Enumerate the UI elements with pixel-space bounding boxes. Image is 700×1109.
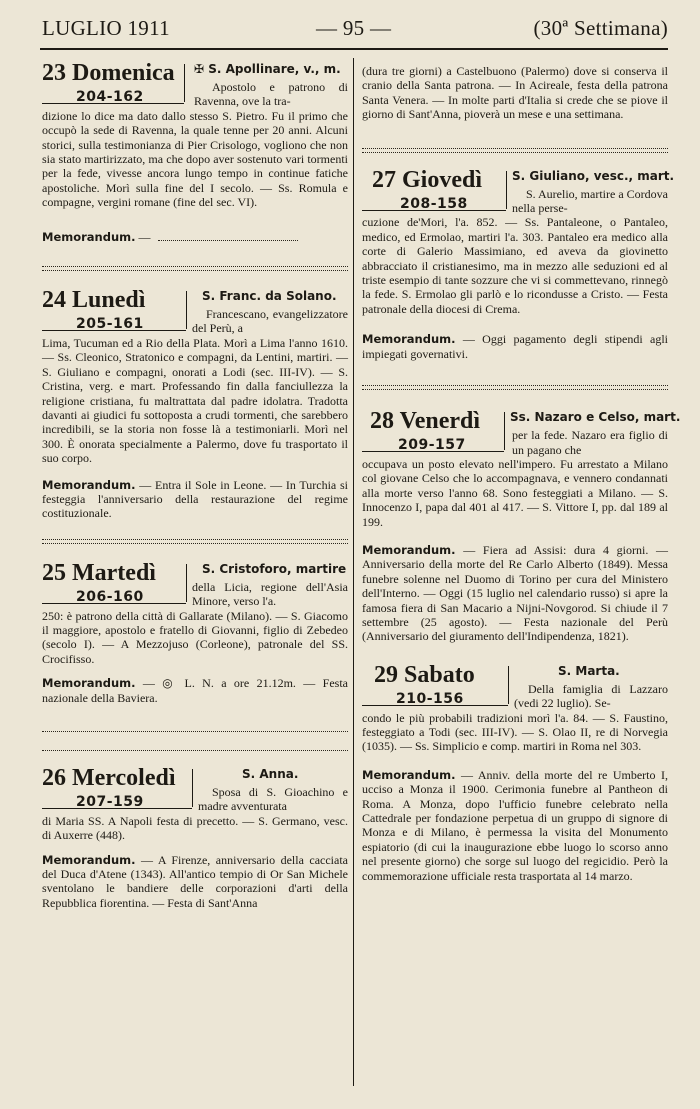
day-title: 29 Sabato: [374, 661, 475, 688]
page-header: [0, 14, 700, 48]
day-numbers: 209-157: [398, 437, 466, 454]
memorandum: [42, 230, 348, 244]
saint-text-short: Apostolo e patrono di Ravenna, ove la tra-: [194, 80, 348, 109]
memorandum-text: — Fiera ad Assisi: dura 4 giorni. — Anniversario della morte del Re Carlo Alberto (1849). Messa funebre solenne nel Duomo di Torino per cura del Ministero dell'Interno. — Oggi (15 luglio nel calendario russo) si apre la famosa fiera di San Macario a Nijni-Novgorod. Si chiude il 7 settembre (25 agosto). — Festa nazionale del Perù (Anniversario del giuramento dell'Indipendenza, 1821).: [362, 542, 669, 644]
saint-text: occupava un posto elevato nell'impero. Fu arrestato a Milano col giovane Celso che lo accompagnava, e vennero condannati alla morte verso l'anno 68. Sono festeggiati a Milano. — S. Innocenzo I, papa dal 401 al 417. — S. Vittore I, pp. dal 189 al 199.: [362, 456, 668, 529]
right-column: [362, 60, 681, 883]
day-entry-25: [42, 560, 348, 751]
saint-text-short: per la fede. Nazaro era figlio di un pagano che: [512, 428, 668, 457]
memorandum-label: Memorandum.: [42, 852, 136, 867]
day-entry-26: [42, 765, 348, 910]
day-title: 23 Domenica: [42, 60, 175, 86]
saint-text-short: della Licia, regione dell'Asia Minore, verso l'a.: [192, 579, 348, 609]
memorandum: [362, 543, 668, 644]
memorandum-continuation: (dura tre giorni) a Castelbuono (Palermo) dove si conserva il cranio della Santa patrona. — In Acireale, festa della patrona Santa Venera. — In molte parti d'Italia si crede che se piove il giorno di Sant'Anna, pioverà un mese e una settimana.: [362, 64, 668, 122]
memorandum-label: Memorandum.: [42, 229, 136, 244]
memorandum-text: — Entra il Sole in Leone. — In Turchia si festeggia l'anniversario della restaurazione del regime costituzionale.: [42, 477, 348, 521]
left-column: [42, 60, 348, 910]
saint-text: dizione lo dice ma dato dallo stesso S. Pietro. Fu il primo che occupò la sede di Ravenna, la quale tenne per 20 anni. Alcuni storici, sulla testimonianza di Pier Crisologo, vogliono che non sia stato martirizzato, ma che dopo aver sostenuto vari tormenti per la fede, vivesse ancora lungo tempo in continue fatiche apostoliche. Morì sulla fine del I secolo. — Ss. Romula e compagne, vergini romane (fine del sec. VI).: [42, 108, 348, 210]
entry-divider: [42, 731, 348, 732]
saint-name: Ss. Nazaro e Celso, mart.: [510, 410, 681, 425]
saint-text-short: Sposa di S. Gioachino e madre avventurata: [198, 785, 348, 814]
memorandum: [42, 853, 348, 911]
header-month: LUGLIO 1911: [42, 16, 170, 40]
day-numbers: 206-160: [76, 588, 144, 605]
memorandum-text: — ◎ L. N. a ore 21.12m. — Festa nazionale della Baviera.: [42, 676, 349, 705]
memorandum-label: Memorandum.: [42, 676, 136, 691]
header-rule: [40, 48, 668, 50]
day-title: 25 Martedì: [42, 559, 156, 586]
memorandum-text: — A Firenze, anniversario della cacciata del Duca d'Atene (1343). All'antico tempio di Or San Michele sventolano le bandiere delle corporazioni d'arti della Repubblica fiorentina. — Festa di Sant'Anna: [42, 852, 349, 910]
saint-text: Lima, Tucuman ed a Rio della Plata. Morì a Lima l'anno 1610. — Ss. Cleonico, Stratonico e compagni, da Lentini, martiri. — S. Giuliano e compagni, onorati a Lodi (sec. III-IV). — S. Cristina, verg. e mart. Professando fin dalla fanciullezza la religione cristiana, fu maltrattata dal padre idolatra. Tradotta davanti ai giudici fu sottoposta a crudi tormenti, che sarebbero incredibili, se la storia non fosse là a testimoniarli. Morì nel 300. È onorata specialmente a Palermo, dove fu trasportato il suo corpo.: [42, 335, 348, 466]
entry-divider: [362, 148, 668, 149]
memorandum: [42, 676, 348, 705]
day-title: 28 Venerdì: [370, 408, 481, 435]
memorandum-label: Memorandum.: [362, 332, 456, 347]
saint-text-short: Della famiglia di Lazzaro (vedi 22 luglio). Se-: [514, 681, 668, 711]
entry-divider: [42, 266, 348, 267]
saint-text: condo le più probabili tradizioni morì l'a. 84. — S. Faustino, festeggiato a Todi (sec. III-IV). — S. Olao II, re di Norvegia (1035). — Ss. Simplicio e comp. martiri in Roma nel 303.: [362, 710, 668, 754]
saint-name: S. Franc. da Solano.: [202, 289, 337, 304]
day-entry-24: [42, 287, 348, 544]
header-week: (30ª Settimana): [533, 16, 668, 40]
saint-name: S. Marta.: [558, 663, 620, 678]
column-separator: [353, 58, 354, 1086]
day-numbers: 207-159: [76, 794, 144, 810]
header-page-number: — 95 —: [316, 16, 392, 40]
day-numbers: 205-161: [76, 316, 144, 333]
day-entry-23: [42, 60, 348, 271]
day-numbers: 208-158: [400, 195, 468, 212]
saint-text-short: S. Aurelio, martire a Cordova nella perse-: [512, 186, 668, 216]
day-numbers: 204-162: [76, 89, 144, 105]
saint-name: ✠ S. Apollinare, v., m.: [194, 62, 341, 76]
memorandum: [362, 768, 668, 883]
saint-text: 250: è patrono della città di Gallarate (Milano). — S. Giacomo il maggiore, apostolo e fratello di Giovanni, figlio di Zebedeo (secolo I). — A Mezzojuso (Corleone), patronale del SS. Crocifisso.: [42, 608, 348, 666]
day-title: 26 Mercoledì: [42, 765, 176, 791]
saint-name: S. Cristoforo, martire: [202, 561, 347, 576]
entry-divider: [42, 539, 348, 540]
saint-text: cuzione de'Mori, l'a. 852. — Ss. Pantaleone, o Pantaleo, medico, ed Ermolao, martiri l'a. 303. Pantaleo era medico alla corte di Galerio Massimiano, ed aveva da giovinetto abbracciato il cristianesimo, ma in mezzo alle seduzioni ed al triste esempio di tante sozzure che vi si commettevano, rinnegò la fede. S. Ermolao gli parlò e lo ricondusse a Cristo. — Festa patronale della diocesi di Crema.: [362, 215, 668, 316]
memorandum-label: Memorandum.: [362, 542, 456, 557]
memorandum: [42, 478, 348, 521]
memorandum-text: —: [138, 229, 151, 244]
day-entry-29: [362, 662, 668, 883]
day-numbers: 210-156: [396, 690, 464, 707]
memorandum-label: Memorandum.: [362, 767, 456, 782]
saint-text: di Maria SS. A Napoli festa di precetto. — S. Germano, vesc. di Auxerre (448).: [42, 813, 348, 843]
day-entry-27: [362, 166, 675, 390]
memorandum-text: — Oggi pagamento degli stipendi agli impiegati governativi.: [362, 332, 668, 361]
day-title: 24 Lunedì: [42, 287, 146, 314]
memorandum: [362, 332, 668, 361]
saint-text-short: Francescano, evangelizzatore del Perù, a: [192, 307, 348, 336]
memorandum-label: Memorandum.: [42, 477, 136, 492]
memorandum-text: — Anniv. della morte del re Umberto I, ucciso a Monza il 1900. Cerimonia funebre al Pantheon di Roma. A Monza, dopo l'ufficio funebre celebrato nella Cattedrale per fondazione perpetua di un gruppo di signore di Monza e di Milano, è permessa la visita del Monumento espiatorio (di cui la inaugurazione ebbe luogo lo scorso anno nel presente giorno) che sorge sul luogo del regicidio. Però la commemorazione ufficiale resta trasportata al 14 marzo.: [362, 767, 668, 883]
saint-name: S. Anna.: [242, 767, 299, 781]
day-title: 27 Giovedì: [372, 166, 483, 193]
day-entry-28: [362, 408, 681, 644]
entry-divider: [362, 385, 668, 386]
saint-name: S. Giuliano, vesc., mart.: [512, 168, 675, 183]
